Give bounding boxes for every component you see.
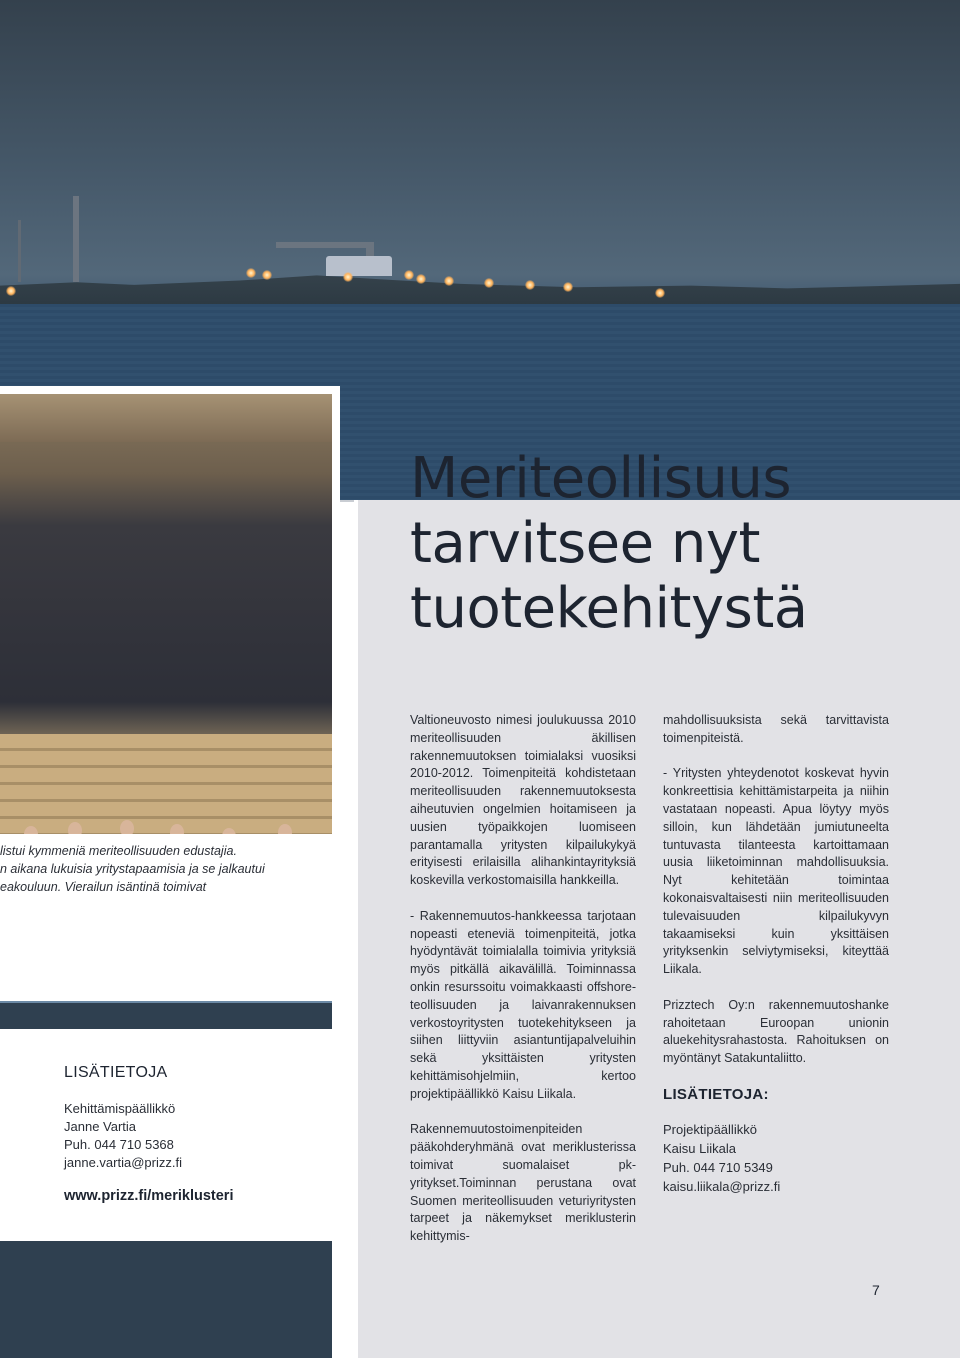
article-column-2 xyxy=(663,712,889,1196)
harbour-light xyxy=(416,274,426,284)
harbour-light xyxy=(444,276,454,286)
contact-phone: Puh. 044 710 5349 xyxy=(663,1159,773,1175)
title-line: tuotekehitystä xyxy=(410,576,808,641)
contact-title: Kehittämispäällikkö xyxy=(64,1101,176,1116)
divider xyxy=(340,500,354,502)
website-link[interactable]: www.prizz.fi/meriklusteri xyxy=(64,1188,234,1204)
photo-ceiling xyxy=(0,394,332,442)
page-number: 7 xyxy=(872,1282,880,1298)
harbour-light xyxy=(525,280,535,290)
contact-name: Janne Vartia xyxy=(64,1119,137,1134)
contact-box-right xyxy=(663,1120,889,1196)
title-line: Meriteollisuus xyxy=(410,446,792,511)
tower-silhouette xyxy=(73,196,79,282)
mast-silhouette xyxy=(18,220,21,282)
caption-line: n aikana lukuisia yritystapaamisia ja se jalkautui xyxy=(0,862,265,876)
decorative-bar xyxy=(0,1001,332,1029)
harbour-light xyxy=(563,282,573,292)
contact-phone: Puh. 044 710 5368 xyxy=(64,1137,174,1152)
harbour-light xyxy=(246,268,256,278)
contact-email[interactable]: janne.vartia@prizz.fi xyxy=(64,1155,182,1170)
article-column-1 xyxy=(410,712,636,1264)
paragraph: Prizztech Oy:n rakennemuutoshanke rahoitetaan Euroopan unionin aluekehitysrahastosta. Rahoituksen on myöntänyt Satakuntaliitto. xyxy=(663,997,889,1066)
group-photo xyxy=(0,394,332,834)
paragraph: - Yritysten yhteydenotot koskevat hyvin konkreettisia kehittämistarpeita ja niihin vastataan nopeasti. Apua löytyy myös silloin, kun lähdetään jumiutuneelta tuntuvasta tilanteesta kartoittamaan uusia liiketoiminnan mahdollisuuksia. Nyt kehitetään toimintaa kokonaisvaltaisesti niin meriteollisuuden tulevaisuuden kilpailukyvyn takaamiseksi kuin yksittäisen yrityksenkin selviytymiseksi, kiteyttää Liikala. xyxy=(663,766,889,977)
harbour-light xyxy=(484,278,494,288)
caption-line: eakouluun. Vierailun isäntinä toimivat xyxy=(0,880,207,894)
harbour-light xyxy=(343,272,353,282)
contact-email[interactable]: kaisu.liikala@prizz.fi xyxy=(663,1178,781,1194)
contact-heading: LISÄTIETOJA xyxy=(64,1064,168,1081)
gantry-crane xyxy=(276,242,372,248)
shoreline xyxy=(0,272,960,306)
contact-title: Projektipäällikkö xyxy=(663,1121,757,1137)
contact-box-left xyxy=(64,1064,324,1204)
paragraph: Rakennemuutostoimenpiteiden pääkohderyhmänä ovat meriklusterissa toimivat suomalaiset pk-yritykset.Toiminnan perustana ovat Suomen meriteollisuuden veturiyritysten tarpeet ja näkemykset meriklusterin kehittymis- xyxy=(410,1122,636,1244)
harbour-light xyxy=(262,270,272,280)
paragraph: Valtioneuvosto nimesi joulukuussa 2010 meriteollisuuden äkillisen rakennemuutoksen toimialaksi vuosiksi 2010-2012. Toimenpiteitä kohdistetaan meriteollisuuden rakennemuutoksesta aiheutuvien ongelmien hoitamiseen ja uusien työpaikkojen luomiseen parantamalla yritysten kilpailukykyä erityisesti erilaisilla alihankintayrityksiä koskevilla verkostomaisilla hankkeilla. xyxy=(410,713,636,888)
title-line: tarvitsee nyt xyxy=(410,511,760,576)
article-title xyxy=(410,446,950,641)
decorative-bar-bottom xyxy=(0,1241,332,1358)
harbour-light xyxy=(404,270,414,280)
contact-heading: LISÄTIETOJA: xyxy=(663,1085,769,1103)
photo-stairs xyxy=(0,734,332,834)
cruise-ship xyxy=(326,256,392,276)
photo-caption xyxy=(0,842,300,896)
paragraph: - Rakennemuutos-hankkeessa tarjotaan nopeasti eteneviä toimenpiteitä, jotka hyödyntävät toimialalla toimivia yrityksiä myös pitkällä aikavälillä. Toiminnassa onkin resurssoitu voimakkaasti offshore-teollisuuden ja laivanrakennuksen verkostoyritysten tuotekehitykseen ja siihen liittyviin asiantuntijapalveluihin sekä yksittäisten yritysten kehittämisohjelmiin, kertoo projektipäällikkö Kaisu Liikala. xyxy=(410,908,636,1101)
harbour-light xyxy=(6,286,16,296)
paragraph: mahdollisuuksista sekä tarvittavista toimenpiteistä. xyxy=(663,713,889,745)
caption-line: listui kymmeniä meriteollisuuden edustajia. xyxy=(0,844,237,858)
harbour-light xyxy=(655,288,665,298)
contact-name: Kaisu Liikala xyxy=(663,1140,736,1156)
